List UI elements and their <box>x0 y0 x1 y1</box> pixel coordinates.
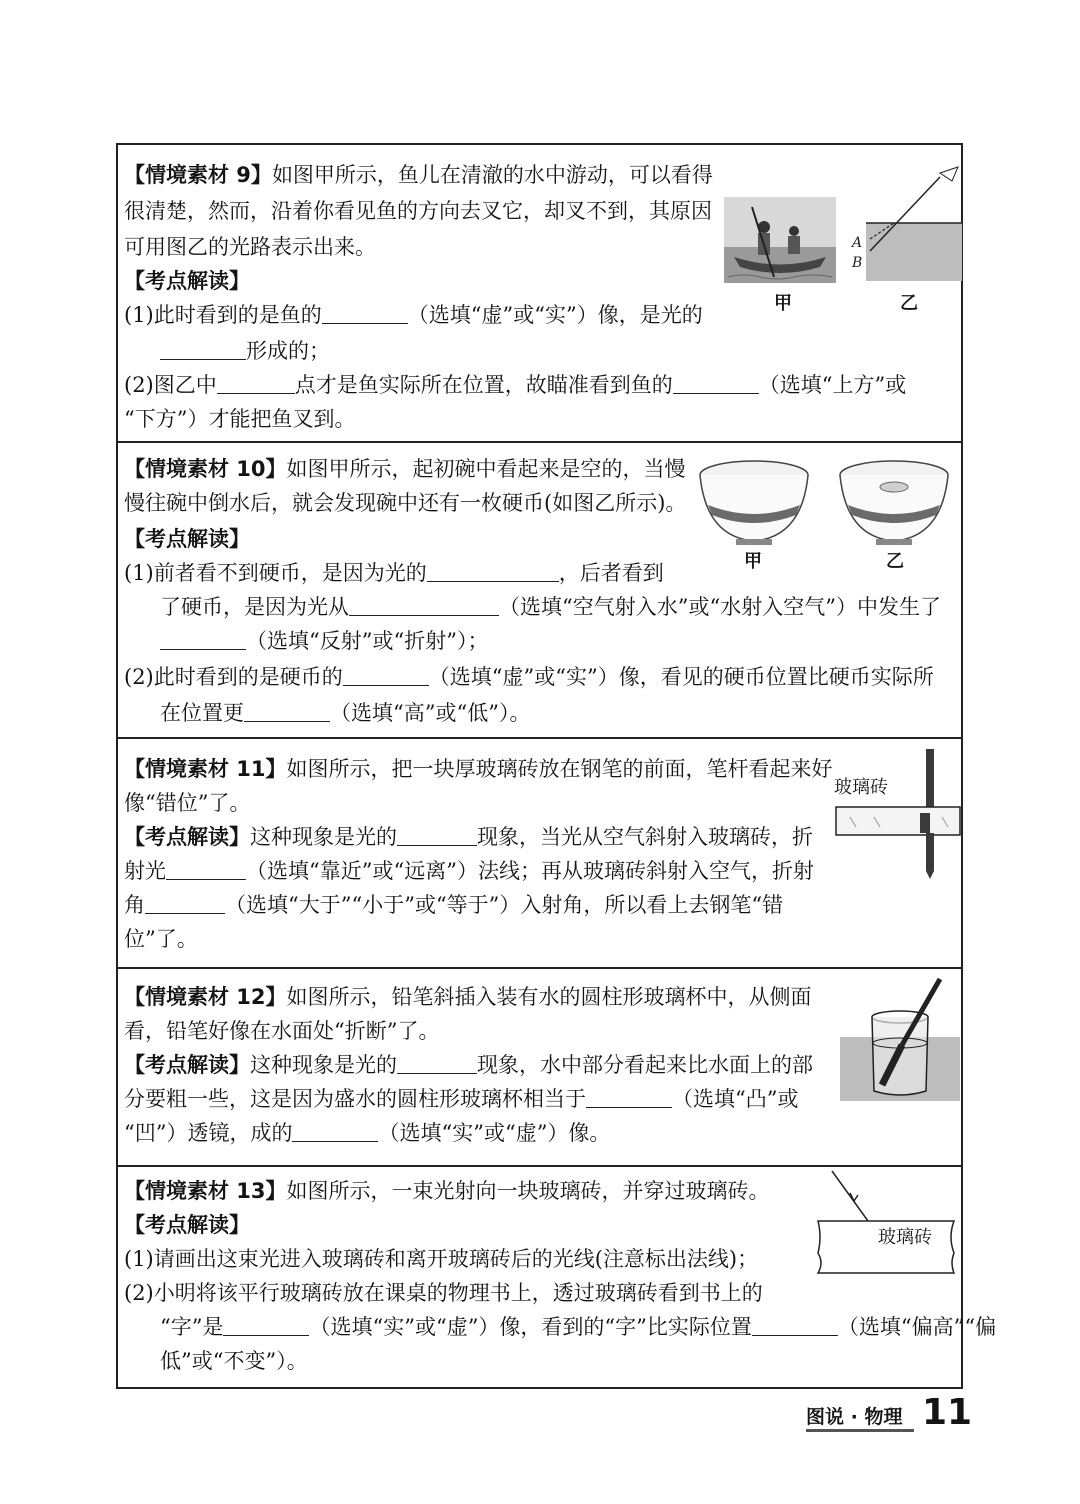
section-11: 【情境素材 11】如图所示，把一块厚玻璃砖放在钢笔的前面，笔杆看起来好 像“错位”了。 【考点解读】这种现象是光的 现象，当光从空气斜射入玻璃砖，折 射光 （选填“靠近”或“远离”）法线；再从玻璃砖斜射入空气，折射 角 （选填“大于”“小于”或“等于”）入射角，所以看上去钢笔“错 位”了。 玻璃砖 <box>118 739 961 969</box>
section-tag: 【情境素材 9】 <box>124 163 272 187</box>
point-a-label: A <box>852 235 863 251</box>
answer-blank[interactable] <box>322 303 408 324</box>
section-tag: 【情境素材 12】 <box>124 985 287 1009</box>
section-tag: 【情境素材 13】 <box>124 1179 287 1203</box>
section-12: 【情境素材 12】如图所示，铅笔斜插入装有水的圆柱形玻璃杯中，从侧面 看，铅笔好像在水面处“折断”了。 【考点解读】这种现象是光的 现象，水中部分看起来比水面上的部 分要粗一些，这是因为盛水的圆柱形玻璃杯相当于 （选填“凸”或 “凹”）透镜，成的 （选填“实”或“虚”）像。 <box>118 969 961 1167</box>
answer-blank[interactable] <box>752 1315 838 1336</box>
answer-blank[interactable] <box>397 1053 477 1074</box>
footer-underline <box>806 1429 914 1432</box>
figure-caption: 乙 <box>886 551 904 572</box>
kaodian-heading: 【考点解读】 <box>124 269 250 293</box>
coin-bowl-figure <box>836 457 952 547</box>
light-path-figure <box>848 163 968 285</box>
section-tag: 【情境素材 11】 <box>124 757 287 781</box>
kaodian-heading: 【考点解读】 <box>124 527 250 551</box>
glass-brick-light-figure <box>816 1167 962 1277</box>
kaodian-heading: 【考点解读】 <box>124 1213 250 1237</box>
fishing-boat-figure <box>724 197 836 283</box>
section-tag: 【情境素材 10】 <box>124 457 287 481</box>
footer-subject: 图说 · 物理 <box>806 1406 903 1428</box>
pen-glass-figure <box>834 745 964 885</box>
answer-blank[interactable] <box>160 339 246 360</box>
kaodian-heading: 【考点解读】 <box>124 1053 250 1077</box>
point-b-label: B <box>852 255 863 271</box>
answer-blank[interactable] <box>673 373 759 394</box>
answer-blank[interactable] <box>217 373 295 394</box>
answer-blank[interactable] <box>427 561 559 582</box>
page-number: 11 <box>922 1392 973 1433</box>
answer-blank[interactable] <box>160 629 246 650</box>
figure-caption: 甲 <box>774 293 792 314</box>
empty-bowl-figure <box>696 457 812 547</box>
line: 【情境素材 9】如图甲所示，鱼儿在清澈的水中游动，可以看得 <box>124 163 713 187</box>
answer-blank[interactable] <box>166 859 246 880</box>
kaodian-heading: 【考点解读】 <box>124 825 250 849</box>
glass-brick-label: 玻璃砖 <box>878 1227 932 1248</box>
answer-blank[interactable] <box>343 665 429 686</box>
pencil-in-glass-figure <box>840 973 960 1101</box>
answer-blank[interactable] <box>349 595 499 616</box>
section-9: 【情境素材 9】如图甲所示，鱼儿在清澈的水中游动，可以看得 很清楚，然而，沿着你看见鱼的方向去叉它，却叉不到，其原因 可用图乙的光路表示出来。 【考点解读】 (1)此时看到的是鱼的 （选填“虚”或“实”）像，是光的 形成的； (2)图乙中 点才是鱼实际所在位置，故瞄准看到鱼的 （选填“上方”或 “下方”）才能把鱼叉到。 A B 甲 乙 <box>118 145 961 443</box>
section-10: 【情境素材 10】如图甲所示，起初碗中看起来是空的，当慢 慢往碗中倒水后，就会发现碗中还有一枚硬币(如图乙所示)。 【考点解读】 (1)前者看不到硬币，是因为光的 ，后者看到 了硬币，是因为光从 （选填“空气射入水”或“水射入空气”）中发生了 （选填“反射”或“折射”）； (2)此时看到的是硬币的 （选填“虚”或“实”）像，看见的硬币位置比硬币实际所 在位置更 （选填“高”或“低”）。 甲 乙 <box>118 443 961 739</box>
section-13: 【情境素材 13】如图所示，一束光射向一块玻璃砖，并穿过玻璃砖。 【考点解读】 (1)请画出这束光进入玻璃砖和离开玻璃砖后的光线(注意标出法线)； (2)小明将该平行玻璃砖放在课桌的物理书上，透过玻璃砖看到书上的 “字”是 （选填“实”或“虚”）像，看到的“字”比实际位置 （选填“偏高”“偏 低”或“不变”）。 玻璃砖 <box>118 1167 961 1391</box>
answer-blank[interactable] <box>586 1087 672 1108</box>
answer-blank[interactable] <box>223 1315 309 1336</box>
answer-blank[interactable] <box>145 893 225 914</box>
figure-caption: 甲 <box>744 551 762 572</box>
answer-blank[interactable] <box>244 701 330 722</box>
glass-brick-label: 玻璃砖 <box>834 777 888 798</box>
answer-blank[interactable] <box>292 1121 378 1142</box>
figure-caption: 乙 <box>900 293 918 314</box>
content-frame <box>116 143 997 1389</box>
answer-blank[interactable] <box>397 825 477 846</box>
